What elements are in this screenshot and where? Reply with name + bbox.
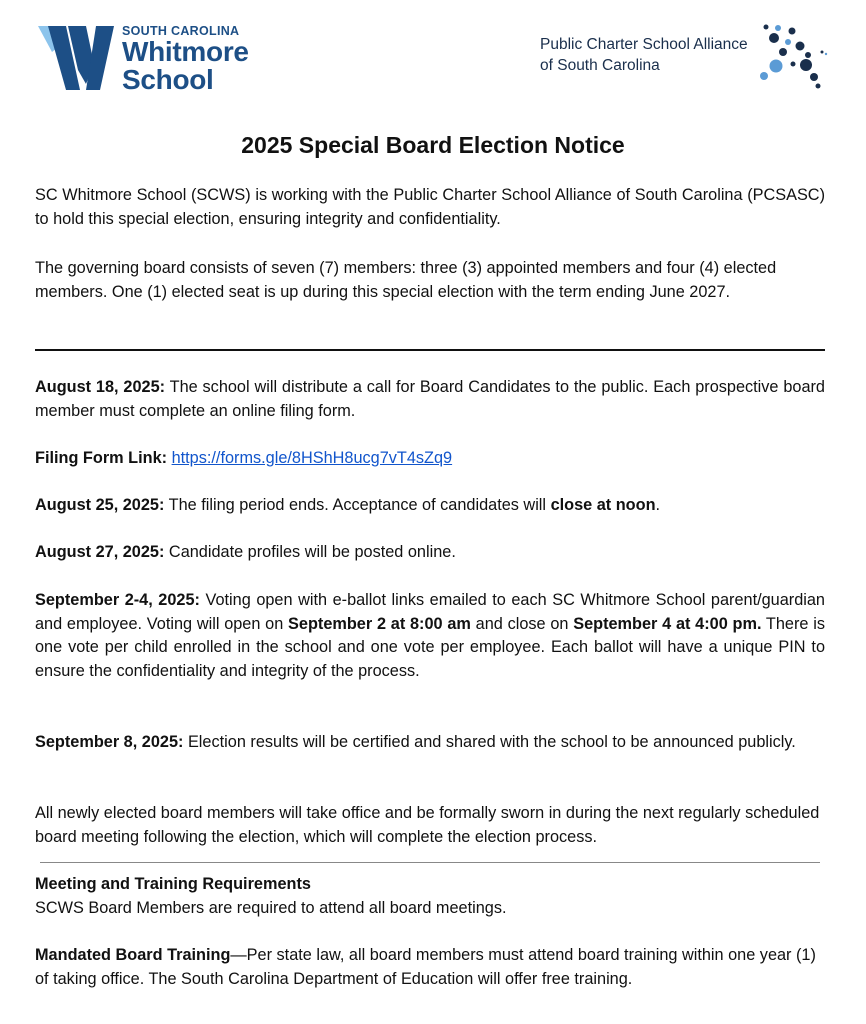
aug25-bold: close at noon xyxy=(550,496,656,514)
logo-name-line2: School xyxy=(122,64,214,95)
aug27-date: August 27, 2025: xyxy=(35,543,165,561)
aug18-text: The school will distribute a call for Board Candidates to the public. Each prospective board member must complete an online filing form. xyxy=(35,378,825,420)
timeline-aug18 xyxy=(35,376,825,423)
aug27-text: Candidate profiles will be posted online. xyxy=(164,543,456,561)
requirements-heading: Meeting and Training Requirements xyxy=(35,875,311,893)
pcsasc-logo xyxy=(540,22,830,94)
requirements-divider xyxy=(40,862,820,863)
filing-form-line xyxy=(35,447,825,471)
alliance-name-line2: of South Carolina xyxy=(540,57,660,74)
intro-paragraph-1: SC Whitmore School (SCWS) is working with the Public Charter School Alliance of South Carolina (PCSASC) to hold this special election, ensuring integrity and confidentiality. xyxy=(35,186,825,228)
logo-name-line1: Whitmore xyxy=(122,36,249,67)
section-divider xyxy=(35,349,825,351)
sep2-text1: Voting open with e-ballot links emailed to each SC Whitmore School parent/guardian and employee. Voting will open on xyxy=(35,591,825,633)
sep8-date: September 8, 2025: xyxy=(35,733,184,751)
requirements-line: SCWS Board Members are required to attend all board meetings. xyxy=(35,898,507,917)
closing-paragraph: All newly elected board members will take office and be formally sworn in during the next regularly scheduled board meeting following the election, which will complete the election process. xyxy=(35,804,820,846)
aug18-date: August 18, 2025: xyxy=(35,378,166,396)
sep2-text2: and close on xyxy=(470,614,574,633)
filing-form-label: Filing Form Link: xyxy=(35,449,168,467)
whitmore-w-mark-icon xyxy=(38,24,118,92)
logo-state-text: SOUTH CAROLINA xyxy=(122,24,240,38)
aug25-date: August 25, 2025: xyxy=(35,496,165,514)
timeline-sep2 xyxy=(35,589,825,683)
timeline-aug27 xyxy=(35,541,825,565)
intro-paragraph-2: The governing board consists of seven (7) members: three (3) appointed members and four (4) elected members. One (1) elected seat is up during this special election with the term ending June 2027. xyxy=(35,259,777,301)
sep2-text3: There is one vote per child enrolled in the school and one vote per employee. Each ballot will have a unique PIN to ensure the confidentiality and integrity of the process. xyxy=(35,614,825,680)
aug25-end: . xyxy=(655,496,661,514)
alliance-name-line1: Public Charter School Alliance xyxy=(540,36,748,53)
page-title: 2025 Special Board Election Notice xyxy=(241,132,625,158)
training-label: Mandated Board Training xyxy=(35,946,231,964)
sep2-bold1: September 2 at 8:00 am xyxy=(288,614,471,633)
requirements-section xyxy=(35,873,825,920)
sep2-bold2: September 4 at 4:00 pm. xyxy=(573,614,762,633)
aug25-text: The filing period ends. Acceptance of candidates will xyxy=(164,496,551,514)
training-paragraph xyxy=(35,944,825,991)
timeline-sep8 xyxy=(35,731,825,755)
training-text: —Per state law, all board members must attend board training within one year (1) of taking office. The South Carolina Department of Education will offer free training. xyxy=(35,946,816,988)
sep2-date: September 2-4, 2025: xyxy=(35,591,200,609)
alliance-dots-icon xyxy=(748,22,832,92)
timeline-aug25 xyxy=(35,494,825,518)
filing-form-link[interactable]: https://forms.gle/8HShH8ucg7vT4sZq9 xyxy=(171,449,453,467)
sep8-text: Election results will be certified and shared with the school to be announced publicly. xyxy=(183,733,796,751)
whitmore-school-logo xyxy=(38,24,278,96)
